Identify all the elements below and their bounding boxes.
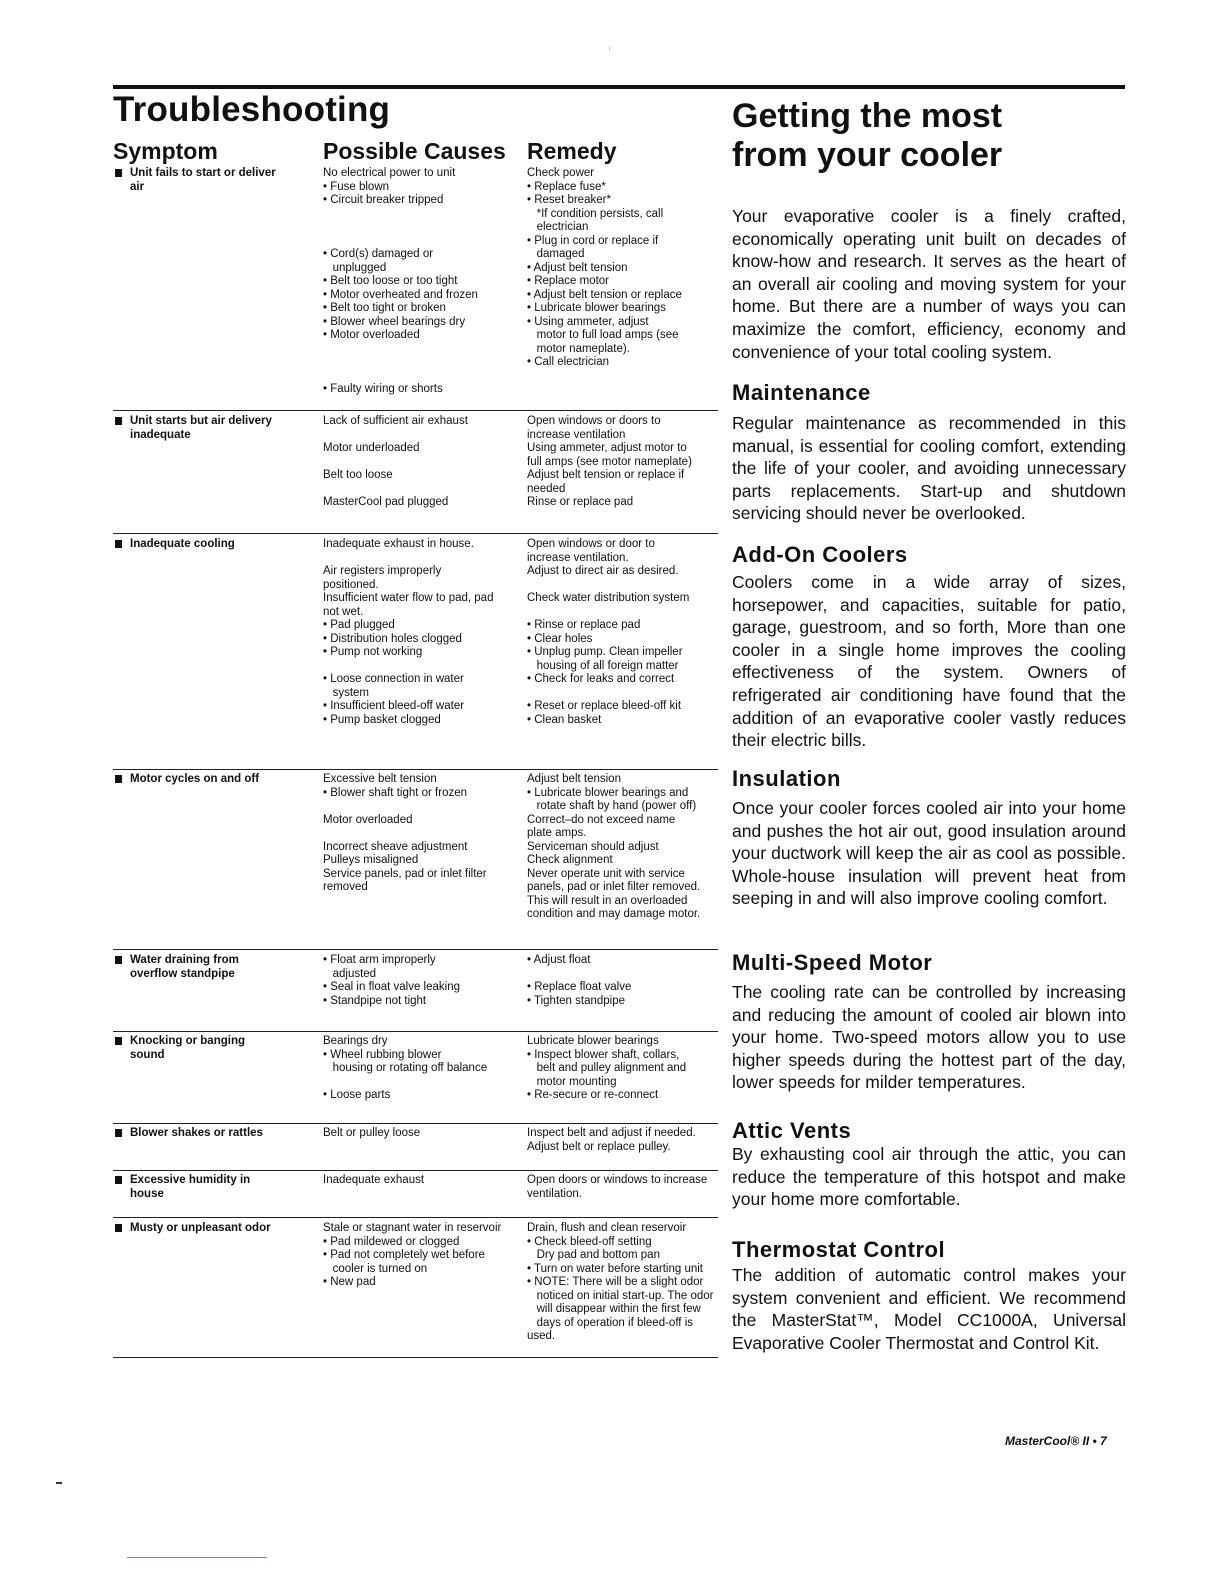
remedy-line: needed [527, 482, 566, 495]
remedy-cell [527, 538, 723, 727]
symptom-line: Knocking or banging [130, 1035, 245, 1047]
row-divider [113, 1123, 718, 1124]
getting-most-title: Getting the most from your cooler [732, 97, 1003, 174]
cause-line: Bearings dry [323, 1035, 388, 1047]
cause-line: Excessive belt tension [323, 773, 437, 785]
square-bullet-icon [115, 1037, 122, 1045]
maintenance-heading: Maintenance [732, 380, 871, 405]
remedy-line: motor mounting [527, 1075, 617, 1088]
symptom-line: overflow standpipe [130, 967, 235, 980]
row-divider [113, 533, 718, 534]
attic-vents-heading: Attic Vents [732, 1118, 852, 1143]
cause-line: MasterCool pad plugged [323, 496, 449, 508]
symptom-cell [113, 415, 311, 442]
top-rule [113, 85, 1125, 89]
cause-line [323, 552, 519, 566]
cause-line: cooler is turned on [323, 1262, 428, 1275]
row-divider [113, 949, 718, 950]
remedy-line: • Adjust belt tension or replace [527, 288, 682, 301]
scan-line [127, 1557, 267, 1558]
remedy-line: • Using ammeter, adjust [527, 315, 649, 328]
cause-cell [323, 1222, 519, 1290]
remedy-line [527, 606, 723, 620]
remedy-line: electrician [527, 221, 589, 233]
remedy-line: condition and may damage motor. [527, 908, 701, 920]
remedy-line: rotate shaft by hand (power off) [527, 800, 697, 812]
cause-line [323, 343, 519, 357]
remedy-line: *If condition persists, call [527, 207, 664, 220]
cause-line: • New pad [323, 1276, 376, 1288]
remedy-line: days of operation if bleed-off is used. [527, 1316, 697, 1342]
remedy-cell [527, 415, 723, 510]
cause-line: not wet. [323, 605, 364, 618]
cause-line: Pulleys misaligned [323, 854, 419, 866]
cause-line: • Seal in float valve leaking [323, 981, 460, 993]
remedy-line: • Replace motor [527, 275, 610, 287]
symptom-line: sound [130, 1048, 165, 1061]
remedy-cell [527, 773, 723, 922]
cause-line: Belt or pulley loose [323, 1127, 421, 1139]
cause-line: • Standpipe not tight [323, 994, 427, 1007]
cause-cell [323, 167, 519, 397]
cause-line [323, 429, 519, 443]
remedy-line: Correct–do not exceed name [527, 813, 676, 826]
multi-speed-motor-heading: Multi-Speed Motor [732, 950, 933, 975]
cause-line: positioned. [323, 578, 379, 591]
remedy-line: • Replace fuse* [527, 180, 606, 193]
remedy-line: • Clear holes [527, 632, 593, 645]
remedy-line: • Check for leaks and correct [527, 673, 675, 685]
cause-line: • Loose connection in water [323, 673, 464, 685]
remedy-line: Adjust belt tension [527, 773, 621, 785]
remedy-line [527, 687, 723, 701]
symptom-line: Blower shakes or rattles [130, 1127, 263, 1139]
add-on-coolers-body: Coolers come in a wide array of sizes, horsepower, and capacities, suitable for patio, garage, guestroom, and so forth, More than one cooler in a single home improves the cooling effectiveness of the system. Owners of refrigerated air conditioning have found that the addition of an evaporative cooler vastly reduces their electric bills. [732, 572, 1126, 751]
remedy-line [527, 968, 723, 982]
symptom-line: inadequate [130, 428, 191, 441]
cause-line [323, 370, 519, 384]
symptom-cell [113, 167, 311, 194]
cause-line: • Pump basket clogged [323, 713, 441, 726]
multi-speed-motor-body: The cooling rate can be controlled by increasing and reducing the amount of cooled air blown into your home. Two-speed motors allow you to use higher speeds during the hottest part of the day, lower speeds for milder temperatures. [732, 982, 1126, 1093]
remedy-line: ventilation. [527, 1187, 582, 1200]
remedy-line: This will result in an overloaded [527, 894, 688, 907]
remedy-line: Never operate unit with service [527, 867, 685, 880]
cause-line: unplugged [323, 261, 387, 274]
possible-causes-header: Possible Causes [323, 138, 506, 164]
cause-cell [323, 773, 519, 895]
row-divider [113, 1357, 718, 1358]
cause-line: housing or rotating off balance [323, 1062, 488, 1074]
symptom-line: Unit fails to start or deliver [130, 167, 276, 179]
remedy-line: Drain, flush and clean reservoir [527, 1222, 687, 1234]
cause-line [323, 208, 519, 222]
symptom-header: Symptom [113, 138, 218, 164]
cause-line: • Faulty wiring or shorts [323, 383, 443, 395]
cause-line: Inadequate exhaust in house. [323, 538, 474, 550]
cause-cell [323, 1035, 519, 1103]
scan-mark [609, 46, 610, 51]
cause-line [323, 221, 519, 235]
remedy-line: • Tighten standpipe [527, 994, 626, 1007]
remedy-line: Adjust belt or replace pulley. [527, 1140, 671, 1153]
square-bullet-icon [115, 417, 122, 425]
remedy-line: increase ventilation. [527, 551, 629, 564]
remedy-line: • Inspect blower shaft, collars, [527, 1048, 680, 1061]
remedy-line: belt and pulley alignment and [527, 1062, 687, 1074]
cause-line: Insufficient water flow to pad, pad [323, 592, 494, 604]
cause-cell [323, 415, 519, 510]
cause-line [323, 483, 519, 497]
symptom-line: air [130, 180, 145, 193]
cause-line: Motor overloaded [323, 813, 413, 826]
remedy-line: motor to full load amps (see [527, 329, 679, 341]
square-bullet-icon [115, 1129, 122, 1137]
cause-line: Belt too loose [323, 469, 393, 481]
square-bullet-icon [115, 540, 122, 548]
cause-line: • Blower shaft tight or frozen [323, 786, 468, 799]
symptom-cell [113, 538, 311, 552]
row-divider [113, 410, 718, 411]
square-bullet-icon [115, 1224, 122, 1232]
cause-line: • Float arm improperly [323, 954, 436, 966]
getting-most-intro: Your evaporative cooler is a finely crafted, economically operating unit built on decades of know-how and research. It serves as the heart of an overall air cooling and moving system for your home. But there are a number of ways you can maximize the comfort, efficiency, economy and convenience of your total cooling system. [732, 206, 1126, 362]
add-on-coolers-heading: Add-On Coolers [732, 542, 908, 567]
cause-line: adjusted [323, 967, 377, 980]
remedy-line: Check alignment [527, 854, 613, 866]
remedy-line: Dry pad and bottom pan [527, 1249, 660, 1261]
remedy-line: • Call electrician [527, 356, 609, 368]
cause-line: removed [323, 881, 368, 893]
cause-line: • Belt too tight or broken [323, 302, 446, 314]
insulation-body: Once your cooler forces cooled air into your home and pushes the hot air out, good insulation around your ductwork will keep the air as cool as possible. Whole-house insulation will prevent heat from seeping in and will also improve cooling comfort. [732, 798, 1126, 909]
remedy-line: will disappear within the first few [527, 1303, 701, 1315]
remedy-line: Serviceman should adjust [527, 840, 659, 853]
cause-line: • Insufficient bleed-off water [323, 700, 465, 712]
remedy-line: • Turn on water before starting unit [527, 1262, 703, 1275]
cause-line [323, 660, 519, 674]
remedy-line: damaged [527, 248, 585, 260]
attic-vents-body: By exhausting cool air through the attic, you can reduce the temperature of this hotspot and make your home more comfortable. [732, 1144, 1126, 1210]
cause-cell [323, 954, 519, 1008]
remedy-line: Open windows or doors to [527, 415, 661, 427]
symptom-cell [113, 1222, 311, 1236]
insulation-heading: Insulation [732, 766, 841, 791]
cause-line: • Belt too loose or too tight [323, 275, 458, 287]
remedy-line: • Reset or replace bleed-off kit [527, 700, 682, 712]
cause-line: Motor underloaded [323, 442, 420, 454]
remedy-line: • Lubricate blower bearings and [527, 786, 689, 799]
symptom-line: Inadequate cooling [130, 538, 235, 550]
remedy-line: Rinse or replace pad [527, 496, 634, 508]
symptom-cell [113, 954, 311, 981]
row-divider [113, 1031, 718, 1032]
remedy-line: • Adjust float [527, 954, 591, 966]
scan-mark [56, 1482, 62, 1484]
row-divider [113, 1217, 718, 1218]
remedy-line: • Clean basket [527, 713, 602, 726]
cause-line [323, 1076, 519, 1090]
remedy-line: • Rinse or replace pad [527, 619, 641, 631]
symptom-cell [113, 773, 311, 787]
square-bullet-icon [115, 775, 122, 783]
troubleshooting-title: Troubleshooting [113, 90, 391, 129]
remedy-line [527, 579, 723, 593]
cause-line [323, 827, 519, 841]
maintenance-body: Regular maintenance as recommended in this manual, is essential for cooling comfort, extending the life of your cooler, and avoiding unnecessary parts replacements. Start-up and shutdown servicing should never be overlooked. [732, 413, 1126, 524]
cause-line: • Pump not working [323, 646, 423, 658]
cause-cell [323, 1174, 519, 1188]
square-bullet-icon [115, 956, 122, 964]
remedy-line: Lubricate blower bearings [527, 1035, 659, 1047]
square-bullet-icon [115, 169, 122, 177]
symptom-line: Water draining from [130, 954, 239, 966]
cause-line: Stale or stagnant water in reservoir [323, 1222, 502, 1234]
remedy-line: • Check bleed-off setting [527, 1235, 652, 1248]
cause-line: No electrical power to unit [323, 167, 456, 179]
remedy-cell [527, 1127, 723, 1154]
cause-line: • Fuse blown [323, 180, 390, 193]
symptom-line: Motor cycles on and off [130, 773, 260, 785]
remedy-line: Check water distribution system [527, 592, 690, 604]
cause-line: • Motor overloaded [323, 329, 420, 341]
thermostat-control-heading: Thermostat Control [732, 1237, 946, 1262]
remedy-line: Open doors or windows to increase [527, 1174, 708, 1186]
cause-line: • Pad plugged [323, 619, 395, 631]
remedy-line: plate amps. [527, 827, 587, 839]
cause-line: Lack of sufficient air exhaust [323, 415, 468, 427]
cause-line: • Circuit breaker tripped [323, 194, 444, 206]
remedy-cell [527, 1035, 723, 1103]
thermostat-control-body: The addition of automatic control makes your system convenient and efficient. We recommend the MasterStat™, Model CC1000A, Universal Evaporative Cooler Thermostat and Control Kit. [732, 1265, 1126, 1353]
cause-line: system [323, 686, 370, 699]
remedy-cell [527, 954, 723, 1008]
remedy-line: Open windows or door to [527, 538, 655, 550]
remedy-cell [527, 1222, 723, 1344]
cause-cell [323, 1127, 519, 1141]
symptom-cell [113, 1174, 311, 1201]
symptom-line: Unit starts but air delivery [130, 415, 272, 427]
remedy-cell [527, 167, 723, 370]
cause-line: Incorrect sheave adjustment [323, 840, 468, 853]
symptom-line: house [130, 1187, 164, 1200]
cause-line [323, 235, 519, 249]
cause-line: Service panels, pad or inlet filter [323, 867, 487, 880]
remedy-line: • Reset breaker* [527, 194, 611, 206]
symptom-cell [113, 1035, 311, 1062]
cause-line: Inadequate exhaust [323, 1174, 425, 1186]
remedy-line: panels, pad or inlet filter removed. [527, 881, 701, 893]
remedy-line: Using ammeter, adjust motor to [527, 442, 687, 454]
remedy-cell [527, 1174, 723, 1201]
cause-line: • Pad mildewed or clogged [323, 1235, 460, 1248]
remedy-line: • Adjust belt tension [527, 261, 628, 274]
page-footer: MasterCool® II • 7 [1005, 1434, 1107, 1448]
symptom-line: Excessive humidity in [130, 1174, 251, 1186]
remedy-line: motor nameplate). [527, 342, 630, 355]
square-bullet-icon [115, 1176, 122, 1184]
cause-line [323, 800, 519, 814]
row-divider [113, 1170, 718, 1171]
cause-line [323, 456, 519, 470]
remedy-line: • Plug in cord or replace if [527, 234, 659, 247]
symptom-cell [113, 1127, 311, 1141]
cause-line: • Cord(s) damaged or [323, 248, 434, 260]
remedy-line: housing of all foreign matter [527, 659, 679, 672]
cause-cell [323, 538, 519, 727]
remedy-line: • NOTE: There will be a slight odor [527, 1276, 704, 1288]
remedy-line: Adjust belt tension or replace if [527, 469, 685, 481]
remedy-line: • Re-secure or re-connect [527, 1089, 659, 1101]
cause-line: • Motor overheated and frozen [323, 288, 478, 301]
remedy-line: Adjust to direct air as desired. [527, 565, 679, 577]
remedy-line: • Unplug pump. Clean impeller [527, 646, 683, 658]
remedy-line: increase ventilation [527, 428, 626, 441]
cause-line: • Distribution holes clogged [323, 632, 462, 645]
cause-line: • Blower wheel bearings dry [323, 315, 466, 328]
remedy-line: noticed on initial start-up. The odor [527, 1289, 714, 1302]
cause-line: Air registers improperly [323, 565, 442, 577]
remedy-line: • Lubricate blower bearings [527, 302, 666, 314]
symptom-line: Musty or unpleasant odor [130, 1222, 271, 1234]
remedy-header: Remedy [527, 138, 617, 164]
row-divider [113, 769, 718, 770]
cause-line: • Pad not completely wet before [323, 1249, 485, 1261]
remedy-line: • Replace float valve [527, 981, 632, 993]
remedy-line: Inspect belt and adjust if needed. [527, 1127, 696, 1139]
remedy-line: full amps (see motor nameplate) [527, 455, 692, 468]
cause-line: • Loose parts [323, 1089, 391, 1101]
cause-line [323, 356, 519, 370]
remedy-line: Check power [527, 167, 595, 179]
cause-line: • Wheel rubbing blower [323, 1048, 442, 1061]
